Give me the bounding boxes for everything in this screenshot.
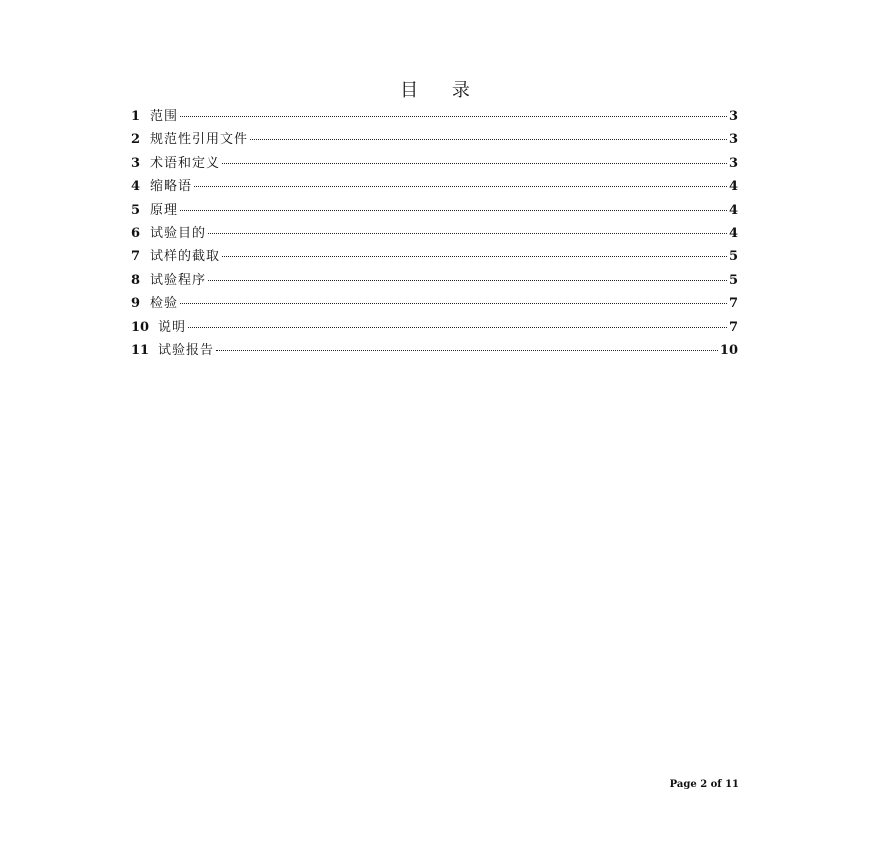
toc-title: 目 录	[400, 80, 484, 101]
toc-entry-label: 试验报告	[158, 342, 215, 358]
toc-dot-leader	[188, 327, 727, 328]
toc-entry[interactable]	[131, 175, 738, 198]
toc-dot-leader	[194, 186, 727, 187]
toc-entry-number: 10	[131, 319, 150, 335]
toc-entry-page: 3	[728, 155, 738, 171]
toc-entry-label: 缩略语	[150, 179, 193, 195]
toc-entry-number: 4	[131, 179, 141, 195]
toc-entry-number: 2	[131, 132, 141, 148]
toc-entry-page: 4	[728, 202, 738, 218]
page-footer: Page 2 of 11	[669, 779, 739, 790]
toc-entry[interactable]	[131, 222, 738, 245]
toc-entry[interactable]	[131, 339, 738, 362]
toc-dot-leader	[216, 350, 718, 351]
toc-entry-label: 范围	[150, 109, 179, 124]
toc-entry[interactable]	[131, 245, 738, 268]
toc-dot-leader	[222, 163, 727, 164]
toc-entry-page: 4	[728, 179, 738, 195]
toc-dot-leader	[222, 256, 727, 257]
toc-dot-leader	[180, 116, 727, 117]
toc-entry-page: 5	[728, 249, 738, 265]
toc-entry-page: 4	[728, 225, 738, 241]
toc-entry-page: 7	[728, 319, 738, 335]
toc-entry-number: 1	[131, 109, 141, 124]
toc-entry-label: 试验目的	[150, 225, 207, 241]
toc-entry-page: 5	[728, 272, 738, 288]
toc-entry-label: 试样的截取	[150, 249, 221, 265]
toc-entry-label: 规范性引用文件	[150, 132, 249, 148]
toc-dot-leader	[208, 280, 727, 281]
toc-entry-label: 检验	[150, 296, 179, 312]
toc-entry-label: 试验程序	[150, 272, 207, 288]
toc-entry-number: 9	[131, 296, 141, 312]
toc-entry[interactable]	[131, 269, 738, 292]
toc-entry-page: 10	[719, 342, 738, 358]
toc-dot-leader	[180, 303, 727, 304]
toc-entry-page: 3	[728, 109, 738, 124]
toc-entry[interactable]	[131, 105, 738, 128]
toc-entry-number: 8	[131, 272, 141, 288]
toc-entry-number: 6	[131, 225, 141, 241]
toc-dot-leader	[250, 139, 727, 140]
toc-entry-number: 7	[131, 249, 141, 265]
toc-entry[interactable]	[131, 316, 738, 339]
toc-entry[interactable]	[131, 292, 738, 315]
toc-entry-label: 说明	[158, 319, 187, 335]
toc-entry-page: 7	[728, 296, 738, 312]
toc-entry-number: 3	[131, 155, 141, 171]
toc-dot-leader	[180, 210, 727, 211]
table-of-contents	[131, 105, 738, 362]
toc-entry[interactable]	[131, 152, 738, 175]
toc-entry-label: 术语和定义	[150, 155, 221, 171]
toc-entry[interactable]	[131, 128, 738, 151]
toc-entry-label: 原理	[150, 202, 179, 218]
toc-entry-number: 5	[131, 202, 141, 218]
toc-entry-page: 3	[728, 132, 738, 148]
toc-entry-number: 11	[131, 342, 150, 358]
toc-dot-leader	[208, 233, 727, 234]
toc-entry[interactable]	[131, 199, 738, 222]
